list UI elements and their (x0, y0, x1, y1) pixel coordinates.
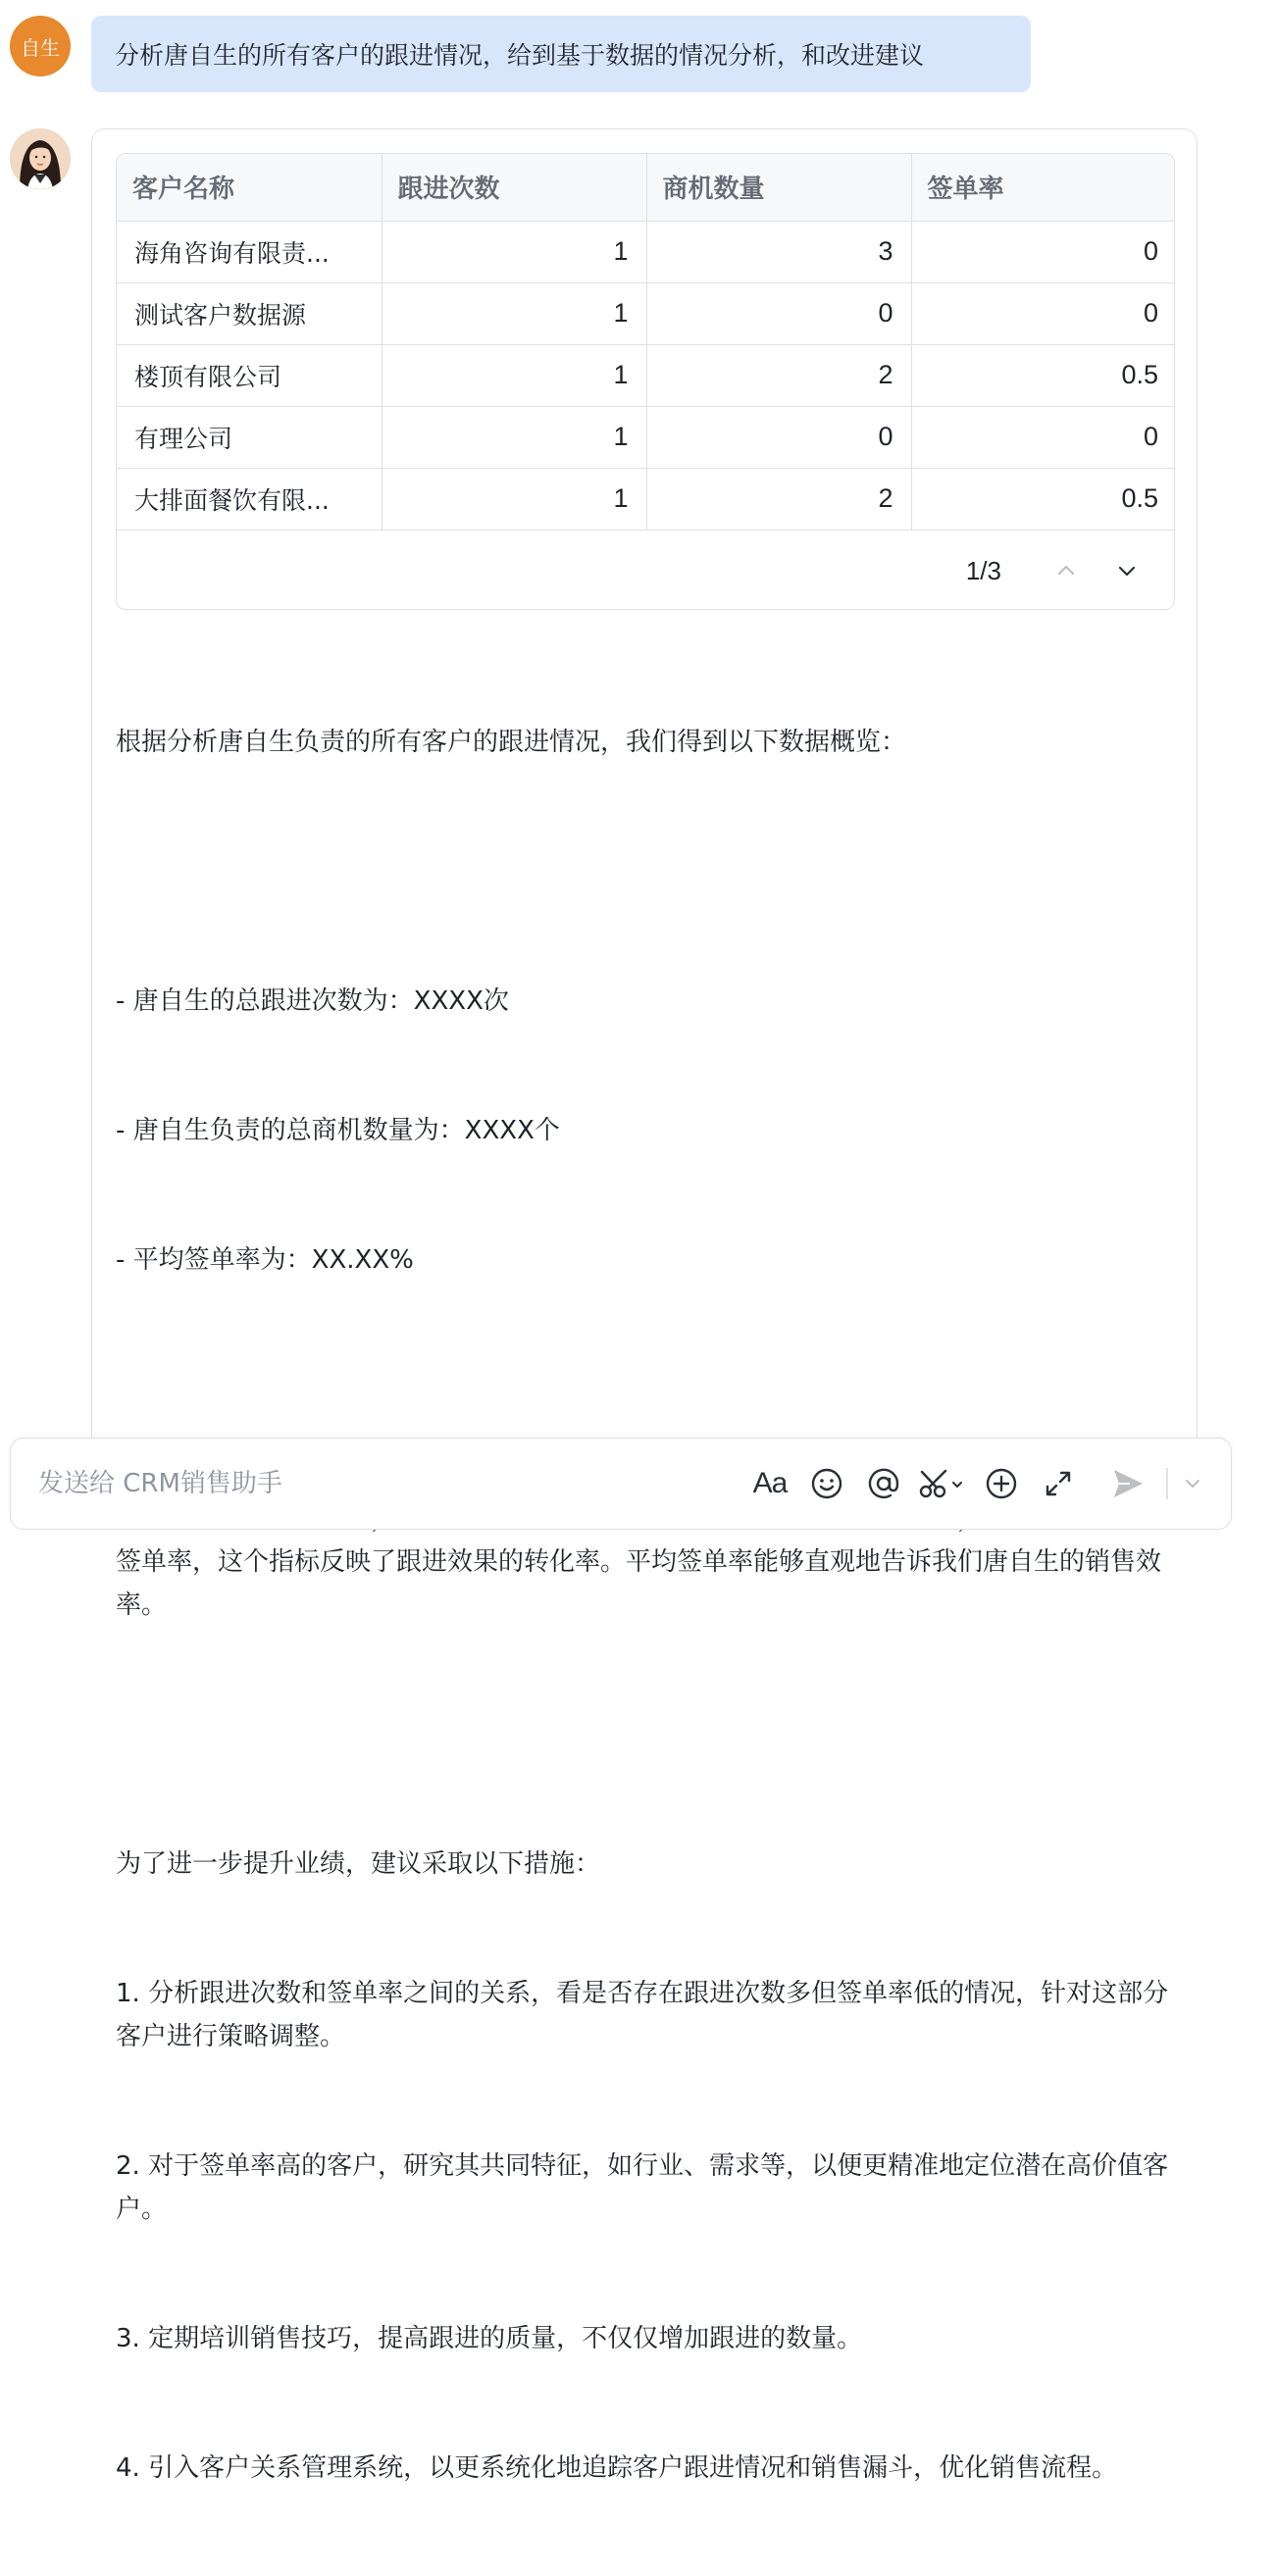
chevron-down-icon (1184, 1475, 1201, 1492)
send-icon (1110, 1466, 1146, 1501)
screenshot-button[interactable] (912, 1455, 973, 1512)
send-button[interactable] (1099, 1455, 1156, 1512)
chevron-down-icon (1115, 559, 1139, 582)
text-format-icon: Aa (752, 1467, 788, 1499)
cell-opportunities: 2 (646, 468, 911, 530)
stat-line: - 平均签单率为：XX.XX% (116, 1245, 414, 1275)
customer-table (117, 154, 1175, 530)
answer-intro: 根据分析唐自生负责的所有客户的跟进情况，我们得到以下数据概览： (116, 728, 907, 757)
cell-win-rate: 0 (911, 406, 1175, 468)
cell-opportunities: 0 (646, 406, 911, 468)
bot-avatar (10, 128, 71, 189)
cell-opportunities: 3 (646, 221, 911, 282)
cell-followups: 1 (382, 282, 646, 344)
table-row (117, 406, 1175, 468)
answer-text (116, 634, 1185, 2576)
emoji-button[interactable] (798, 1455, 855, 1512)
cell-win-rate: 0.5 (911, 344, 1175, 406)
page-indicator: 1/3 (965, 555, 1001, 585)
table-pagination (117, 532, 1174, 609)
suggestion-item: 2. 对于签单率高的客户，研究其共同特征，如行业、需求等，以便更精准地定位潜在高价值客户。 (116, 2151, 1169, 2224)
text-format-button[interactable] (741, 1455, 798, 1512)
table-row (117, 221, 1175, 282)
send-controls (1099, 1439, 1207, 1529)
scissors-icon (918, 1467, 967, 1500)
add-button[interactable] (973, 1455, 1030, 1512)
next-page-button[interactable] (1105, 549, 1148, 592)
cell-win-rate: 0.5 (911, 468, 1175, 530)
cell-followups: 1 (382, 221, 646, 282)
cell-followups: 1 (382, 344, 646, 406)
suggestions-title: 为了进一步提升业绩，建议采取以下措施： (116, 1849, 601, 1879)
stat-line: - 唐自生的总跟进次数为：XXXX次 (116, 986, 509, 1016)
user-avatar (10, 16, 71, 76)
table-row (117, 468, 1175, 530)
table-header-row (117, 154, 1175, 221)
message-composer (10, 1438, 1232, 1530)
cell-followups: 1 (382, 468, 646, 530)
table-row (117, 344, 1175, 406)
suggestion-item: 4. 引入客户关系管理系统，以更系统化地追踪客户跟进情况和销售漏斗，优化销售流程。 (116, 2453, 1118, 2483)
emoji-icon (810, 1467, 843, 1500)
cell-opportunities: 0 (646, 282, 911, 344)
composer-toolbar (741, 1439, 1087, 1529)
user-message-text: 分析唐自生的所有客户的跟进情况，给到基于数据的情况分析，和改进建议 (115, 41, 925, 70)
bot-avatar-portrait (10, 128, 71, 189)
column-header-win-rate: 签单率 (911, 154, 1175, 221)
expand-icon (1044, 1469, 1073, 1498)
cell-opportunities: 2 (646, 344, 911, 406)
column-header-opportunities: 商机数量 (646, 154, 911, 221)
user-message-bubble (91, 16, 1031, 92)
plus-circle-icon (985, 1467, 1018, 1500)
expand-button[interactable] (1030, 1455, 1087, 1512)
user-avatar-text: 自生 (21, 35, 60, 60)
cell-customer: 海角咨询有限责... (117, 221, 382, 282)
cell-followups: 1 (382, 406, 646, 468)
cell-win-rate: 0 (911, 221, 1175, 282)
send-divider (1166, 1468, 1168, 1499)
send-options-button[interactable] (1178, 1455, 1207, 1512)
mention-button[interactable] (855, 1455, 912, 1512)
cell-customer: 楼顶有限公司 (117, 344, 382, 406)
previous-page-button[interactable] (1045, 549, 1088, 592)
suggestion-item: 1. 分析跟进次数和签单率之间的关系，看是否存在跟进次数多但签单率低的情况，针对这部分客户进行策略调整。 (116, 1979, 1169, 2051)
column-header-customer: 客户名称 (117, 154, 382, 221)
cell-customer: 测试客户数据源 (117, 282, 382, 344)
cell-customer: 大排面餐饮有限... (117, 468, 382, 530)
chevron-up-icon (1054, 559, 1078, 582)
at-sign-icon (867, 1467, 900, 1500)
cell-customer: 有理公司 (117, 406, 382, 468)
table-row (117, 282, 1175, 344)
stat-line: - 唐自生负责的总商机数量为：XXXX个 (116, 1116, 560, 1145)
column-header-followups: 跟进次数 (382, 154, 646, 221)
data-table-card (116, 153, 1175, 610)
cell-win-rate: 0 (911, 282, 1175, 344)
answer-analysis: 签单率，这个指标反映了跟进效果的转化率。平均签单率能够直观地告诉我们唐自生的销售效率。 (116, 1547, 1162, 1620)
message-input[interactable] (36, 1468, 707, 1499)
suggestion-item: 3. 定期培训销售技巧，提高跟进的质量，不仅仅增加跟进的数量。 (116, 2324, 863, 2353)
